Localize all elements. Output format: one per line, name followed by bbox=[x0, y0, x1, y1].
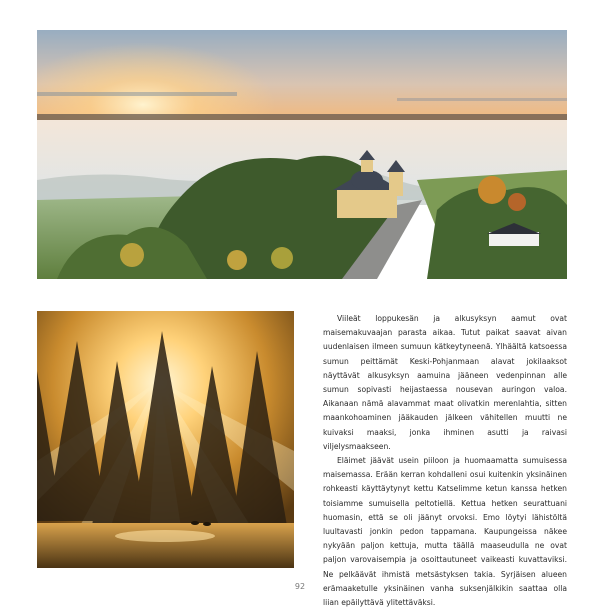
aerial-church-photo bbox=[37, 30, 567, 279]
paragraph-1: Viileät loppukesän ja alkusyksyn aamut ovat maisemakuvaajan parasta aikaa. Tutut paikat saavat aivan uudenlaisen ilmeen sumuun kätkeytyneenä. Ylhäältä katsoessa sumun peittämät Keski-Pohjanmaan alavat jokilaaksot näyttävät alkusyksyn aamuina jääneen vedenpinnan alle sumun sopivasti heijastaessa nousevan auringon valoa. Aikanaan nämä alavammat maat olivatkin merenlahtia, sitten maankohoaminen jääkauden jälkeen vähitellen muutti ne kuivaksi maaksi, jonka ihminen asutti ja raivasi viljelysmaakseen. bbox=[323, 314, 567, 451]
body-text-column bbox=[323, 312, 567, 610]
sun-rays-image bbox=[37, 311, 294, 568]
aerial-church-image bbox=[37, 30, 567, 279]
page-number: 92 bbox=[294, 582, 306, 591]
sun-rays-photo bbox=[37, 311, 294, 568]
paragraph-2: Eläimet jäävät usein piiloon ja huomaamatta sumuisessa maisemassa. Erään kerran kohdalleni osui kuitenkin yksinäinen rohkeasti käyttäytynyt kettu Katselimme ketun kanssa hetken toisiamme sumuisella peltotiellä. Kettua hetken seurattuani huomasin, että se oli jäänyt orvoksi. Emo löytyi lähistöltä luultavasti jonkin pedon tappamana. Kaupungeissa näkee nykyään paljon kettuja, mutta täällä maaseudulla ne ovat paljon varovaisempia ja osoittautuneet vaikeasti kuvattaviksi. Ne pelkäävät ihmistä metsästyksen takia. Syrjäisen alueen erämaaketulle yksinäinen vanha suksenjälkikin saattaa olla liian epäilyttävä ylitettäväksi. bbox=[323, 456, 567, 608]
